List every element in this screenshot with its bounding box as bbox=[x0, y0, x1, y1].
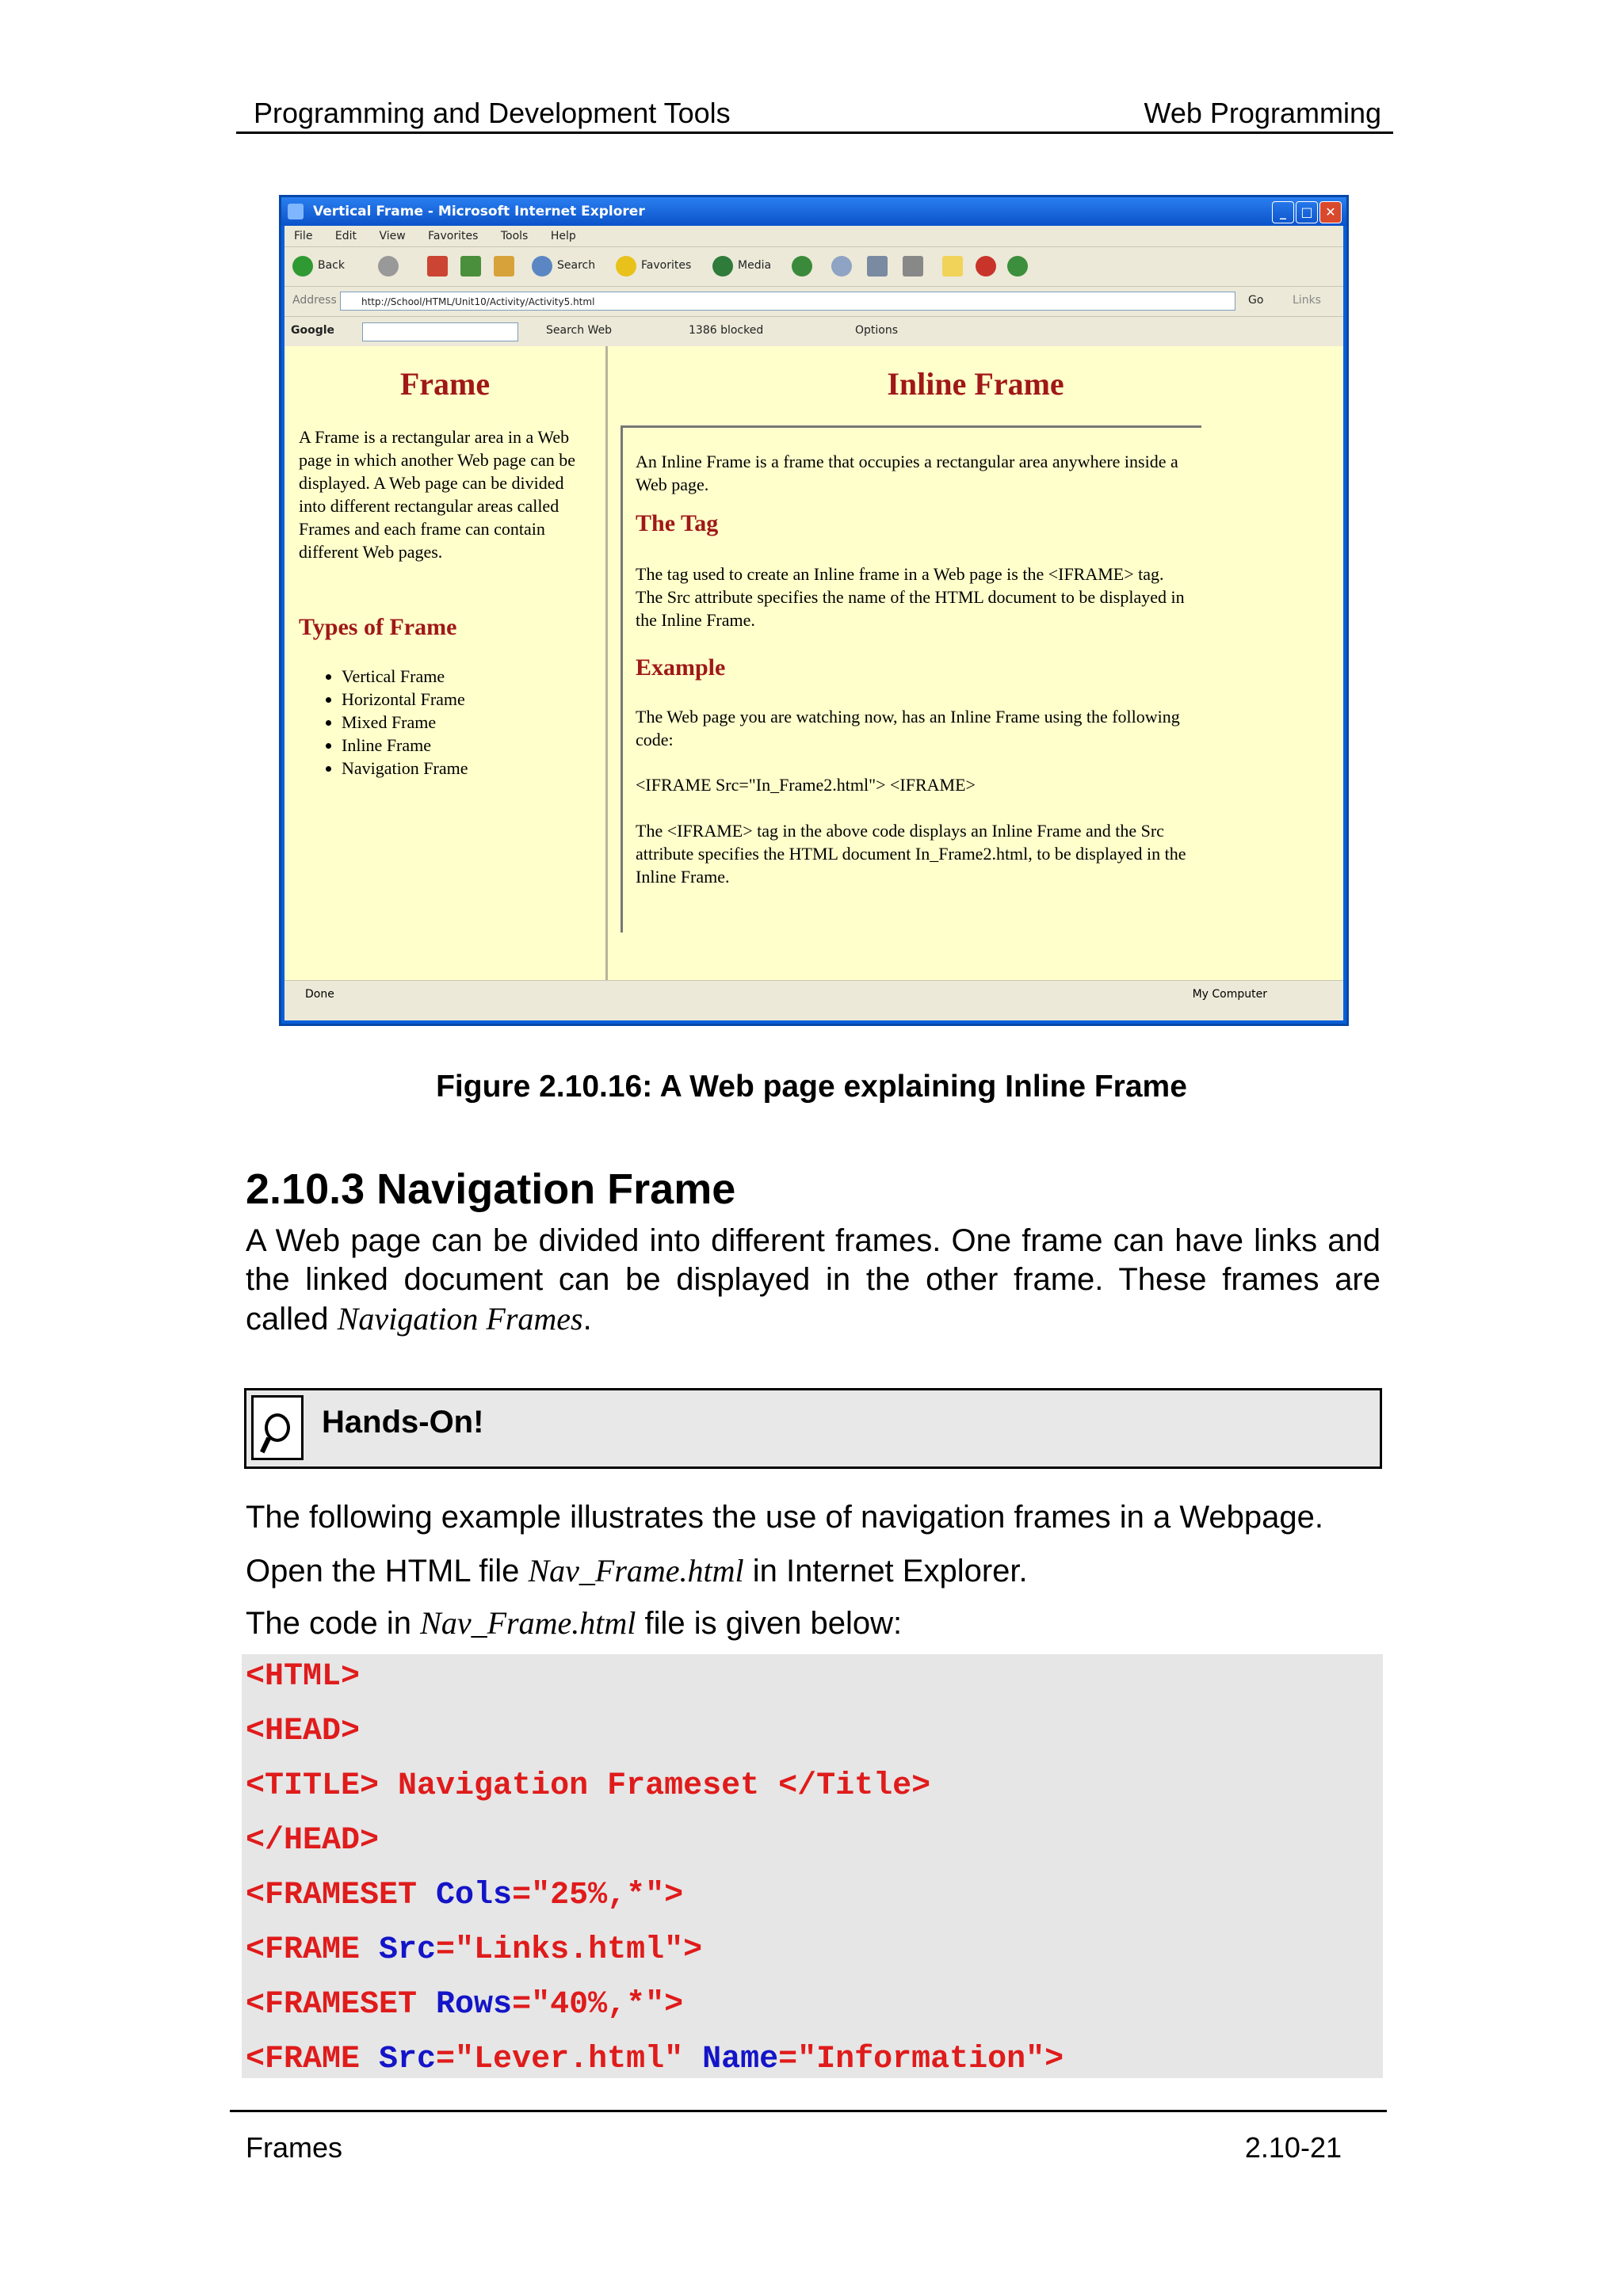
list-item: • Navigation Frame bbox=[342, 757, 468, 780]
paragraph-end: . bbox=[582, 1302, 592, 1337]
search-label: Search bbox=[557, 259, 596, 272]
code-attr: Src bbox=[379, 2042, 437, 2077]
stop-icon bbox=[427, 256, 448, 277]
browser-screenshot bbox=[279, 195, 1349, 1026]
file-name: Nav_Frame.html bbox=[420, 1605, 636, 1641]
code-tag: <FRAME bbox=[246, 1932, 380, 1968]
code-line: <HTML> bbox=[246, 1659, 361, 1695]
window-title: Vertical Frame - Microsoft Internet Explorer bbox=[313, 204, 645, 219]
toolbar bbox=[285, 246, 1343, 287]
header-rule bbox=[236, 132, 1393, 134]
section-title: 2.10.3 Navigation Frame bbox=[246, 1165, 736, 1213]
code-attr: Cols bbox=[436, 1878, 513, 1913]
minimize-icon: _ bbox=[1272, 201, 1294, 223]
code-tag: <FRAME bbox=[246, 2042, 380, 2077]
menu-file: File bbox=[294, 230, 313, 242]
go-label: Go bbox=[1248, 294, 1264, 307]
code-line bbox=[246, 2042, 1064, 2077]
status-bar bbox=[285, 980, 1343, 1008]
body-line-2 bbox=[246, 1552, 1028, 1589]
favorites-icon bbox=[616, 256, 636, 277]
left-frame-body: A Frame is a rectangular area in a Web page in which another Web page can be displayed. A Web page can be divided into different rectangular areas called Frames and each frame can contain different Web pages. bbox=[299, 427, 576, 562]
hands-on-label: Hands-On! bbox=[322, 1405, 484, 1440]
list-item: • Horizontal Frame bbox=[342, 688, 468, 711]
left-frame-subtitle: Types of Frame bbox=[299, 614, 457, 640]
code-tag: <FRAMESET bbox=[246, 1987, 437, 2023]
code-value: ="Information"> bbox=[778, 2042, 1064, 2077]
history-icon bbox=[792, 256, 812, 277]
hands-on-box bbox=[244, 1388, 1382, 1469]
back-icon bbox=[292, 256, 313, 277]
right-frame-title: Inline Frame bbox=[887, 366, 1064, 402]
iframe-example-text: The Web page you are watching now, has an Inline Frame using the following code: bbox=[636, 707, 1180, 749]
iframe-example-code: <IFRAME Src="In_Frame2.html"> <IFRAME> bbox=[636, 775, 976, 795]
home-icon bbox=[494, 256, 514, 277]
forward-icon bbox=[378, 256, 399, 277]
paragraph-text: A Web page can be divided into different frames. One frame can have links and the linked document can be displayed in the other frame. These frames are called bbox=[246, 1223, 1381, 1337]
footer-rule bbox=[230, 2110, 1387, 2112]
back-label: Back bbox=[318, 259, 345, 272]
menu-view: View bbox=[379, 230, 406, 242]
code-line: </HEAD> bbox=[246, 1823, 380, 1859]
inline-frame-box bbox=[621, 425, 1201, 933]
media-icon bbox=[712, 256, 733, 277]
body-line-3 bbox=[246, 1604, 902, 1642]
links-label: Links bbox=[1293, 294, 1321, 307]
address-bar bbox=[285, 286, 1343, 317]
code-line bbox=[246, 1932, 702, 1968]
mail-icon bbox=[831, 256, 852, 277]
google-search-field bbox=[362, 322, 518, 341]
code-attr: Rows bbox=[436, 1987, 513, 2023]
running-header-left: Programming and Development Tools bbox=[254, 97, 731, 129]
frameset-area bbox=[285, 346, 1343, 980]
iframe-closing-text: The <IFRAME> tag in the above code displays an Inline Frame and the Src attribute specifies the HTML document In_Frame2.html, to be displayed in the Inline Frame. bbox=[636, 821, 1186, 887]
print-icon bbox=[867, 256, 888, 277]
code-line: <TITLE> Navigation Frameset </Title> bbox=[246, 1768, 931, 1804]
list-item: • Mixed Frame bbox=[342, 711, 468, 734]
google-blocked: 1386 blocked bbox=[689, 324, 764, 337]
favorites-label: Favorites bbox=[641, 259, 692, 272]
ie-logo-icon bbox=[288, 204, 304, 219]
section-paragraph bbox=[246, 1222, 1381, 1339]
search-icon bbox=[532, 256, 552, 277]
status-done: Done bbox=[305, 988, 334, 1001]
research-icon bbox=[1007, 256, 1028, 277]
frame-types-list bbox=[326, 665, 468, 780]
code-value: ="Lever.html" bbox=[436, 2042, 703, 2077]
code-value: ="Links.html"> bbox=[436, 1932, 703, 1968]
code-block bbox=[242, 1654, 1383, 2078]
close-icon: ✕ bbox=[1319, 201, 1342, 223]
magnifier-icon bbox=[251, 1395, 304, 1460]
code-line bbox=[246, 1878, 683, 1913]
list-item: • Vertical Frame bbox=[342, 665, 468, 688]
address-label: Address bbox=[292, 294, 337, 307]
iframe-intro: An Inline Frame is a frame that occupies a rectangular area anywhere inside a Web page. bbox=[636, 452, 1178, 494]
menu-tools: Tools bbox=[500, 230, 529, 242]
discuss-icon bbox=[942, 256, 963, 277]
refresh-icon bbox=[460, 256, 481, 277]
maximize-icon: □ bbox=[1296, 201, 1318, 223]
media-label: Media bbox=[738, 259, 772, 272]
code-value: ="40%,*"> bbox=[512, 1987, 684, 2023]
google-options: Options bbox=[855, 324, 899, 337]
page-number: 2.10-21 bbox=[1244, 2131, 1342, 2164]
code-value: ="25%,*"> bbox=[512, 1878, 684, 1913]
left-frame bbox=[285, 346, 608, 980]
code-line bbox=[246, 1987, 683, 2023]
body-line-2-end: in Internet Explorer. bbox=[752, 1554, 1028, 1589]
list-item: • Inline Frame bbox=[342, 734, 468, 757]
code-attr: Src bbox=[379, 1932, 437, 1968]
paragraph-term: Navigation Frames bbox=[337, 1301, 583, 1337]
code-line: <HEAD> bbox=[246, 1714, 361, 1749]
google-label: Google bbox=[291, 324, 335, 337]
google-search-web: Search Web bbox=[546, 324, 613, 337]
status-zone: My Computer bbox=[1192, 988, 1267, 1001]
menu-edit: Edit bbox=[334, 230, 357, 242]
menu-bar bbox=[285, 226, 1343, 247]
iframe-tag-heading: The Tag bbox=[636, 510, 719, 536]
body-line-3-text: The code in bbox=[246, 1606, 412, 1641]
figure-caption: Figure 2.10.16: A Web page explaining Inline Frame bbox=[436, 1070, 1187, 1104]
iframe-tag-text: The tag used to create an Inline frame in a Web page is the <IFRAME> tag. The Src attribute specifies the name of the HTML document to be displayed in the Inline Frame. bbox=[636, 564, 1185, 630]
code-attr: Name bbox=[702, 2042, 779, 2077]
code-tag: <FRAMESET bbox=[246, 1878, 437, 1913]
menu-favorites: Favorites bbox=[428, 230, 479, 242]
edit-icon bbox=[903, 256, 923, 277]
footer-left: Frames bbox=[246, 2131, 343, 2164]
body-line-1: The following example illustrates the use of navigation frames in a Webpage. bbox=[246, 1500, 1324, 1535]
body-line-2-text: Open the HTML file bbox=[246, 1554, 520, 1589]
browser-body bbox=[285, 226, 1343, 1020]
body-line-3-end: file is given below: bbox=[644, 1606, 903, 1641]
messenger-icon bbox=[976, 256, 996, 277]
window-title-bar bbox=[281, 197, 1346, 226]
left-frame-title: Frame bbox=[399, 366, 491, 402]
address-field: http://School/HTML/Unit10/Activity/Activity5.html bbox=[340, 292, 1235, 311]
running-header-right: Web Programming bbox=[1144, 97, 1381, 129]
right-frame bbox=[608, 346, 1343, 980]
iframe-example-heading: Example bbox=[636, 654, 726, 681]
menu-help: Help bbox=[550, 230, 576, 242]
google-toolbar bbox=[285, 316, 1343, 347]
file-name: Nav_Frame.html bbox=[528, 1553, 744, 1589]
